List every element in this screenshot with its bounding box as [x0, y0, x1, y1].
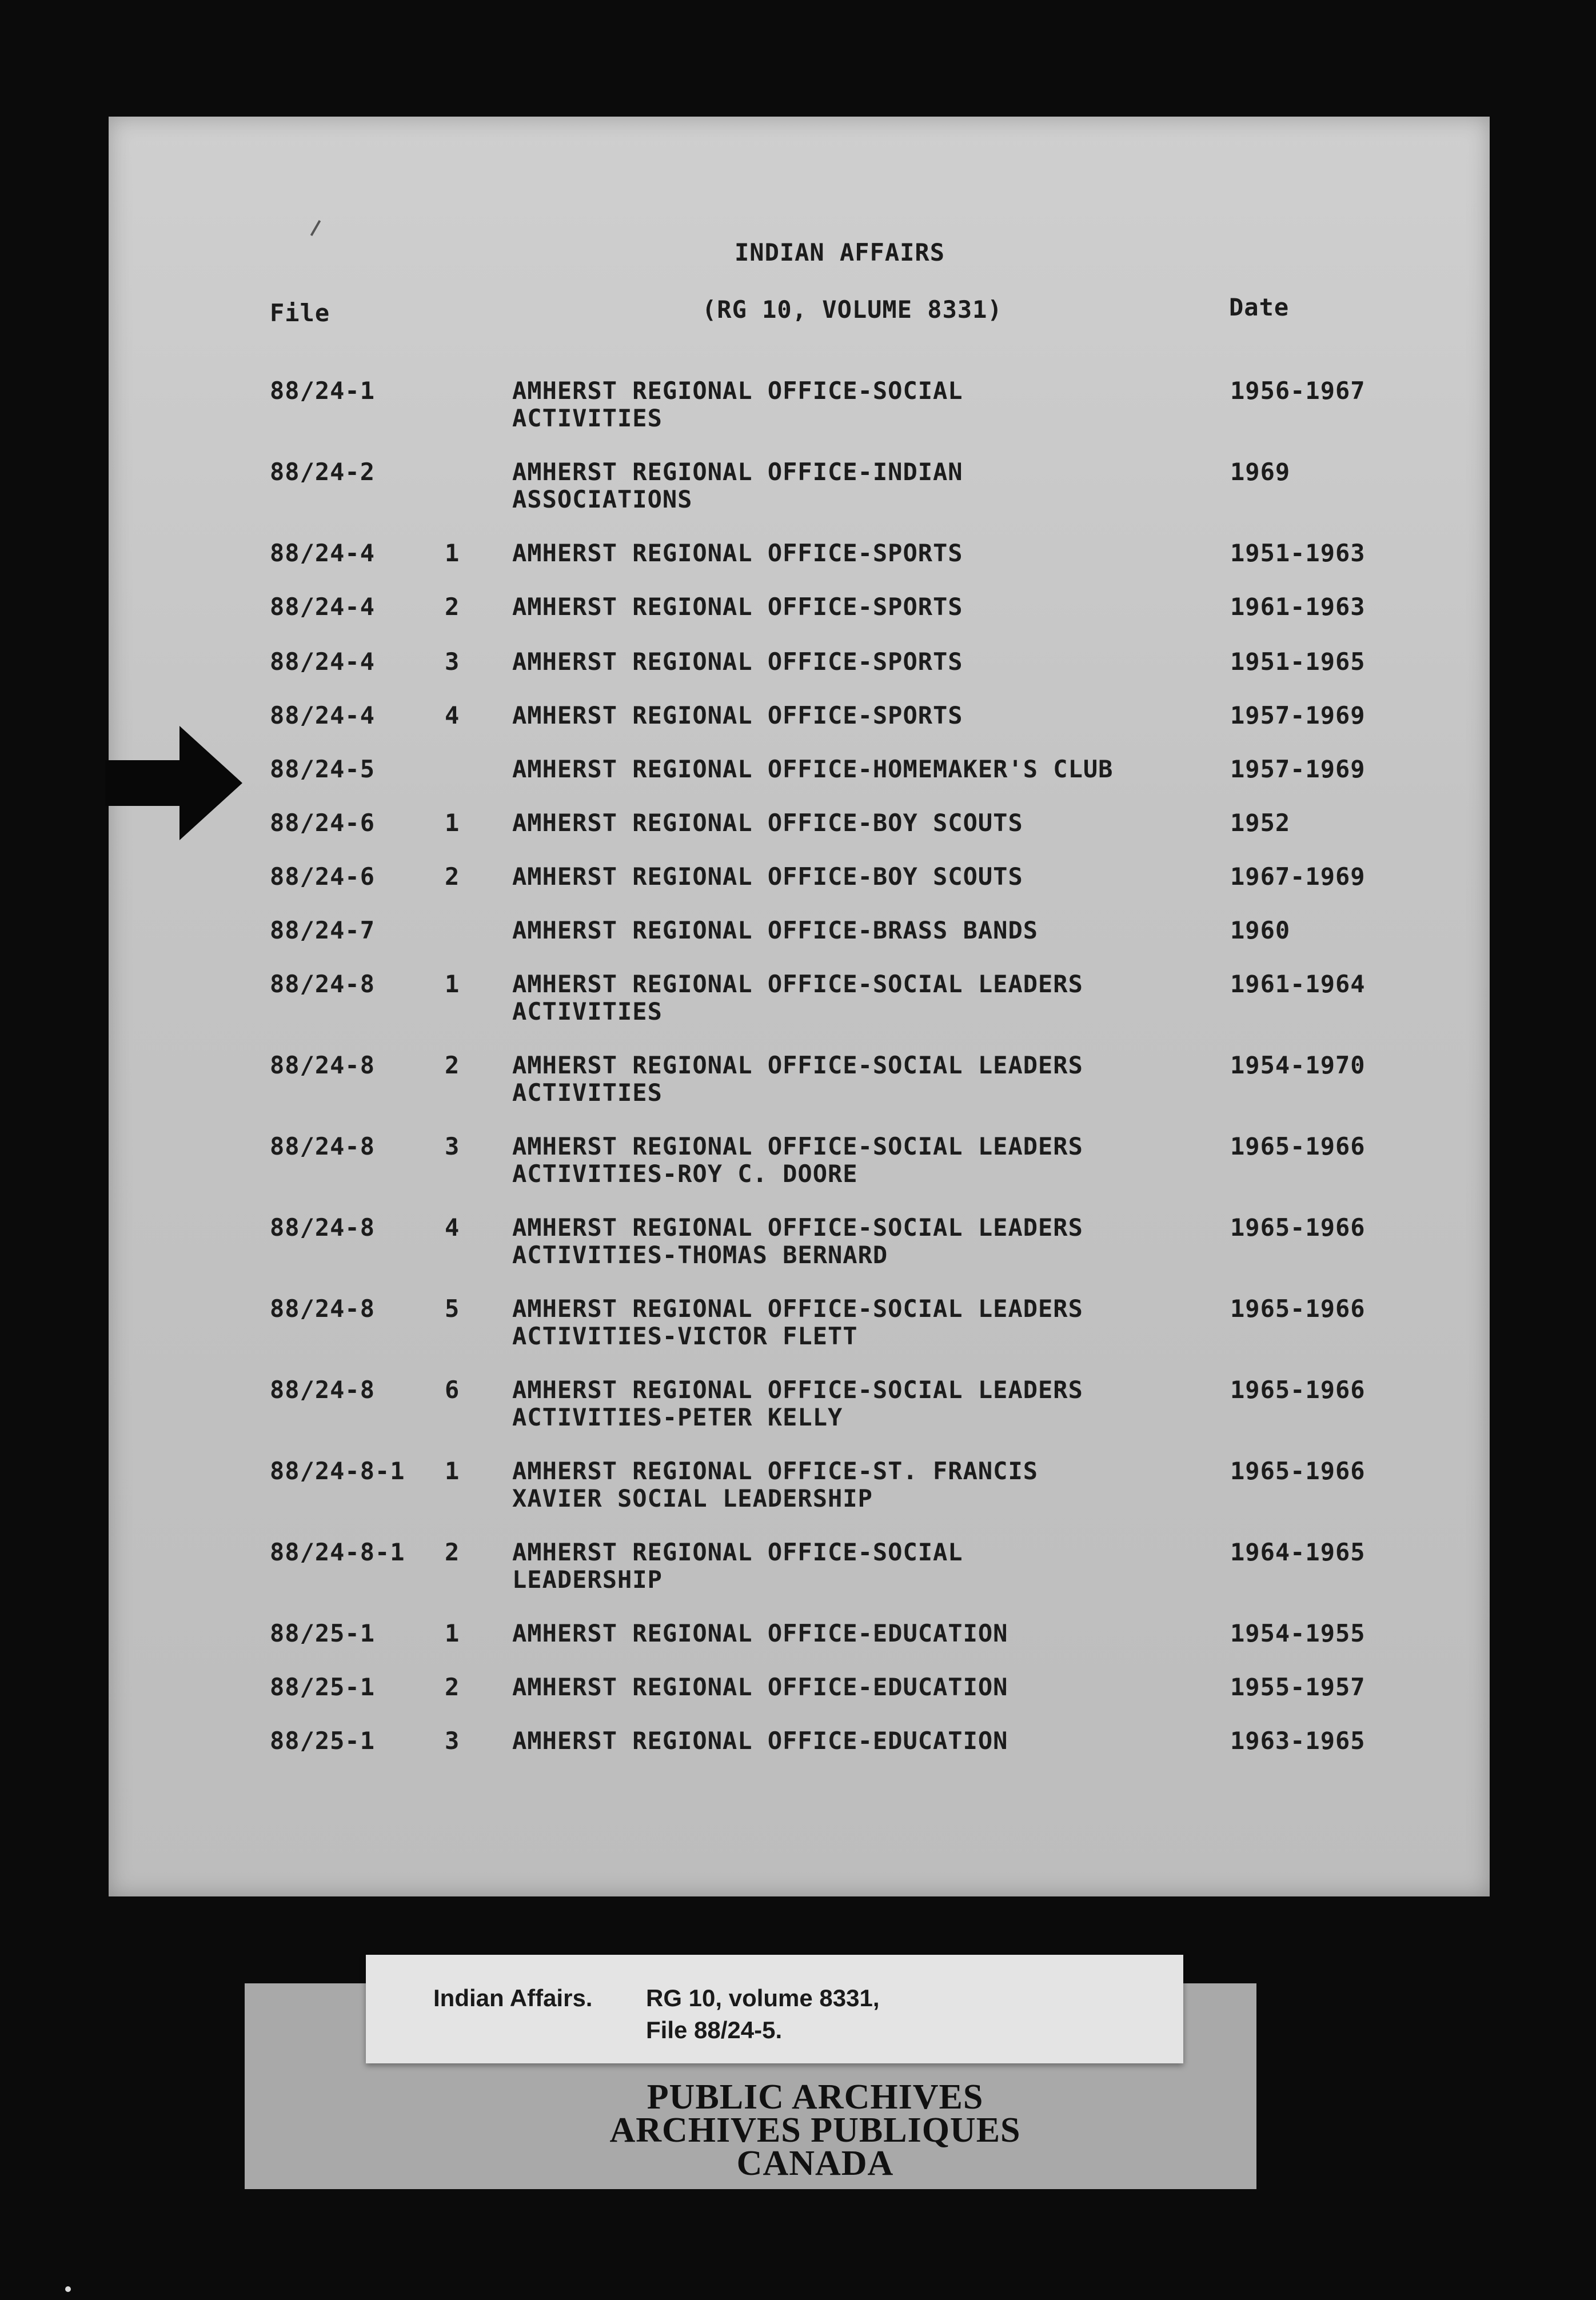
file-description: AMHERST REGIONAL OFFICE-SPORTS [512, 539, 963, 567]
file-number: 88/24-4 [270, 539, 376, 567]
table-row [109, 1133, 1490, 1190]
file-description: AMHERST REGIONAL OFFICE-SOCIAL LEADERSHIP [512, 1538, 963, 1594]
file-description: AMHERST REGIONAL OFFICE-SOCIAL LEADERS ACTIVITIES-PETER KELLY [512, 1376, 1083, 1431]
file-description: AMHERST REGIONAL OFFICE-SOCIAL LEADERS ACTIVITIES-VICTOR FLETT [512, 1295, 1083, 1350]
file-date: 1957-1969 [1230, 755, 1366, 783]
table-row [109, 1458, 1490, 1515]
part-number: 1 [445, 809, 460, 837]
stamp-line-1: PUBLIC ARCHIVES [647, 2078, 984, 2117]
table-row [109, 917, 1490, 974]
file-number: 88/24-6 [270, 809, 376, 837]
table-row [109, 756, 1490, 813]
volume-reference: (RG 10, VOLUME 8331) [702, 296, 1003, 324]
file-number: 88/24-8-1 [270, 1538, 405, 1566]
stamp-line-3: CANADA [736, 2144, 894, 2183]
table-row [109, 1674, 1490, 1731]
table-row [109, 702, 1490, 759]
stamp-line-2: ARCHIVES PUBLIQUES [609, 2111, 1021, 2150]
table-row [109, 648, 1490, 705]
reference-slip [366, 1955, 1183, 2063]
file-description: AMHERST REGIONAL OFFICE-SOCIAL ACTIVITIES [512, 377, 963, 432]
part-number: 2 [445, 1673, 460, 1701]
part-number: 2 [445, 1538, 460, 1566]
file-date: 1951-1965 [1230, 648, 1366, 676]
file-description: AMHERST REGIONAL OFFICE-HOMEMAKER'S CLUB [512, 755, 1114, 783]
table-row [109, 458, 1490, 516]
file-description: AMHERST REGIONAL OFFICE-INDIAN ASSOCIATIONS [512, 458, 963, 513]
part-number: 1 [445, 539, 460, 567]
table-row [109, 1727, 1490, 1784]
file-description: AMHERST REGIONAL OFFICE-SOCIAL LEADERS ACTIVITIES-ROY C. DOORE [512, 1132, 1083, 1188]
part-number: 3 [445, 648, 460, 676]
table-row [109, 1620, 1490, 1677]
table-row [109, 971, 1490, 1028]
file-description: AMHERST REGIONAL OFFICE-SPORTS [512, 648, 963, 676]
file-number: 88/24-1 [270, 377, 376, 405]
file-number: 88/24-8 [270, 970, 376, 998]
arrow-right-icon [105, 726, 254, 840]
file-number: 88/24-4 [270, 701, 376, 729]
file-date: 1969 [1230, 458, 1291, 486]
file-number: 88/24-4 [270, 648, 376, 676]
table-row [109, 1376, 1490, 1433]
file-date: 1965-1966 [1230, 1457, 1366, 1485]
file-date: 1955-1957 [1230, 1673, 1366, 1701]
file-date: 1960 [1230, 916, 1291, 944]
file-description: AMHERST REGIONAL OFFICE-BOY SCOUTS [512, 809, 1023, 837]
table-row [109, 1295, 1490, 1352]
file-description: AMHERST REGIONAL OFFICE-SOCIAL LEADERS ACTIVITIES-THOMAS BERNARD [512, 1213, 1083, 1269]
file-date: 1963-1965 [1230, 1727, 1366, 1755]
file-number: 88/25-1 [270, 1727, 376, 1755]
file-description: AMHERST REGIONAL OFFICE-SOCIAL LEADERS ACTIVITIES [512, 970, 1083, 1025]
part-number: 6 [445, 1376, 460, 1404]
label-department: Indian Affairs. [433, 1984, 593, 2011]
archives-stamp [529, 2078, 1101, 2183]
part-number: 2 [445, 1051, 460, 1079]
table-row [109, 540, 1490, 597]
file-date: 1952 [1230, 809, 1291, 837]
file-date: 1965-1966 [1230, 1376, 1366, 1404]
column-header-date: Date [1229, 293, 1290, 321]
part-number: 2 [445, 593, 460, 621]
file-date: 1964-1965 [1230, 1538, 1366, 1566]
file-number: 88/24-8 [270, 1051, 376, 1079]
table-row [109, 1052, 1490, 1109]
part-number: 3 [445, 1132, 460, 1160]
label-reference-line-2: File 88/24-5. [646, 2017, 783, 2043]
part-number: 3 [445, 1727, 460, 1755]
file-date: 1951-1963 [1230, 539, 1366, 567]
file-number: 88/25-1 [270, 1673, 376, 1701]
file-description: AMHERST REGIONAL OFFICE-SPORTS [512, 701, 963, 729]
part-number: 1 [445, 1619, 460, 1647]
file-date: 1954-1955 [1230, 1619, 1366, 1647]
file-number: 88/24-2 [270, 458, 376, 486]
table-row [109, 1539, 1490, 1596]
label-reference-line-1: RG 10, volume 8331, [646, 1984, 880, 2011]
file-date: 1954-1970 [1230, 1051, 1366, 1079]
table-row [109, 863, 1490, 920]
part-number: 1 [445, 1457, 460, 1485]
file-date: 1965-1966 [1230, 1213, 1366, 1241]
table-row [109, 593, 1490, 650]
file-date: 1967-1969 [1230, 862, 1366, 891]
file-number: 88/24-7 [270, 916, 376, 944]
column-header-file: File [270, 299, 330, 327]
file-number: 88/24-8 [270, 1132, 376, 1160]
file-date: 1956-1967 [1230, 377, 1366, 405]
document-page [109, 117, 1490, 1896]
document-title: INDIAN AFFAIRS [735, 238, 945, 266]
part-number: 4 [445, 701, 460, 729]
file-number: 88/24-6 [270, 862, 376, 891]
film-speck [65, 2286, 71, 2292]
table-row [109, 377, 1490, 434]
part-number: 5 [445, 1295, 460, 1323]
part-number: 1 [445, 970, 460, 998]
file-number: 88/24-8-1 [270, 1457, 405, 1485]
file-date: 1965-1966 [1230, 1295, 1366, 1323]
table-row [109, 1214, 1490, 1271]
file-number: 88/24-8 [270, 1376, 376, 1404]
file-number: 88/24-5 [270, 755, 376, 783]
table-row [109, 809, 1490, 867]
file-number: 88/24-8 [270, 1295, 376, 1323]
file-description: AMHERST REGIONAL OFFICE-EDUCATION [512, 1673, 1008, 1701]
file-description: AMHERST REGIONAL OFFICE-SOCIAL LEADERS ACTIVITIES [512, 1051, 1083, 1107]
file-description: AMHERST REGIONAL OFFICE-BOY SCOUTS [512, 862, 1023, 891]
part-number: 2 [445, 862, 460, 891]
file-number: 88/24-8 [270, 1213, 376, 1241]
part-number: 4 [445, 1213, 460, 1241]
file-date: 1965-1966 [1230, 1132, 1366, 1160]
file-list [109, 117, 1490, 1896]
file-date: 1957-1969 [1230, 701, 1366, 729]
file-number: 88/25-1 [270, 1619, 376, 1647]
file-description: AMHERST REGIONAL OFFICE-EDUCATION [512, 1727, 1008, 1755]
file-date: 1961-1964 [1230, 970, 1366, 998]
file-description: AMHERST REGIONAL OFFICE-SPORTS [512, 593, 963, 621]
file-date: 1961-1963 [1230, 593, 1366, 621]
file-description: AMHERST REGIONAL OFFICE-EDUCATION [512, 1619, 1008, 1647]
file-description: AMHERST REGIONAL OFFICE-ST. FRANCIS XAVIER SOCIAL LEADERSHIP [512, 1457, 1039, 1512]
file-number: 88/24-4 [270, 593, 376, 621]
file-description: AMHERST REGIONAL OFFICE-BRASS BANDS [512, 916, 1039, 944]
